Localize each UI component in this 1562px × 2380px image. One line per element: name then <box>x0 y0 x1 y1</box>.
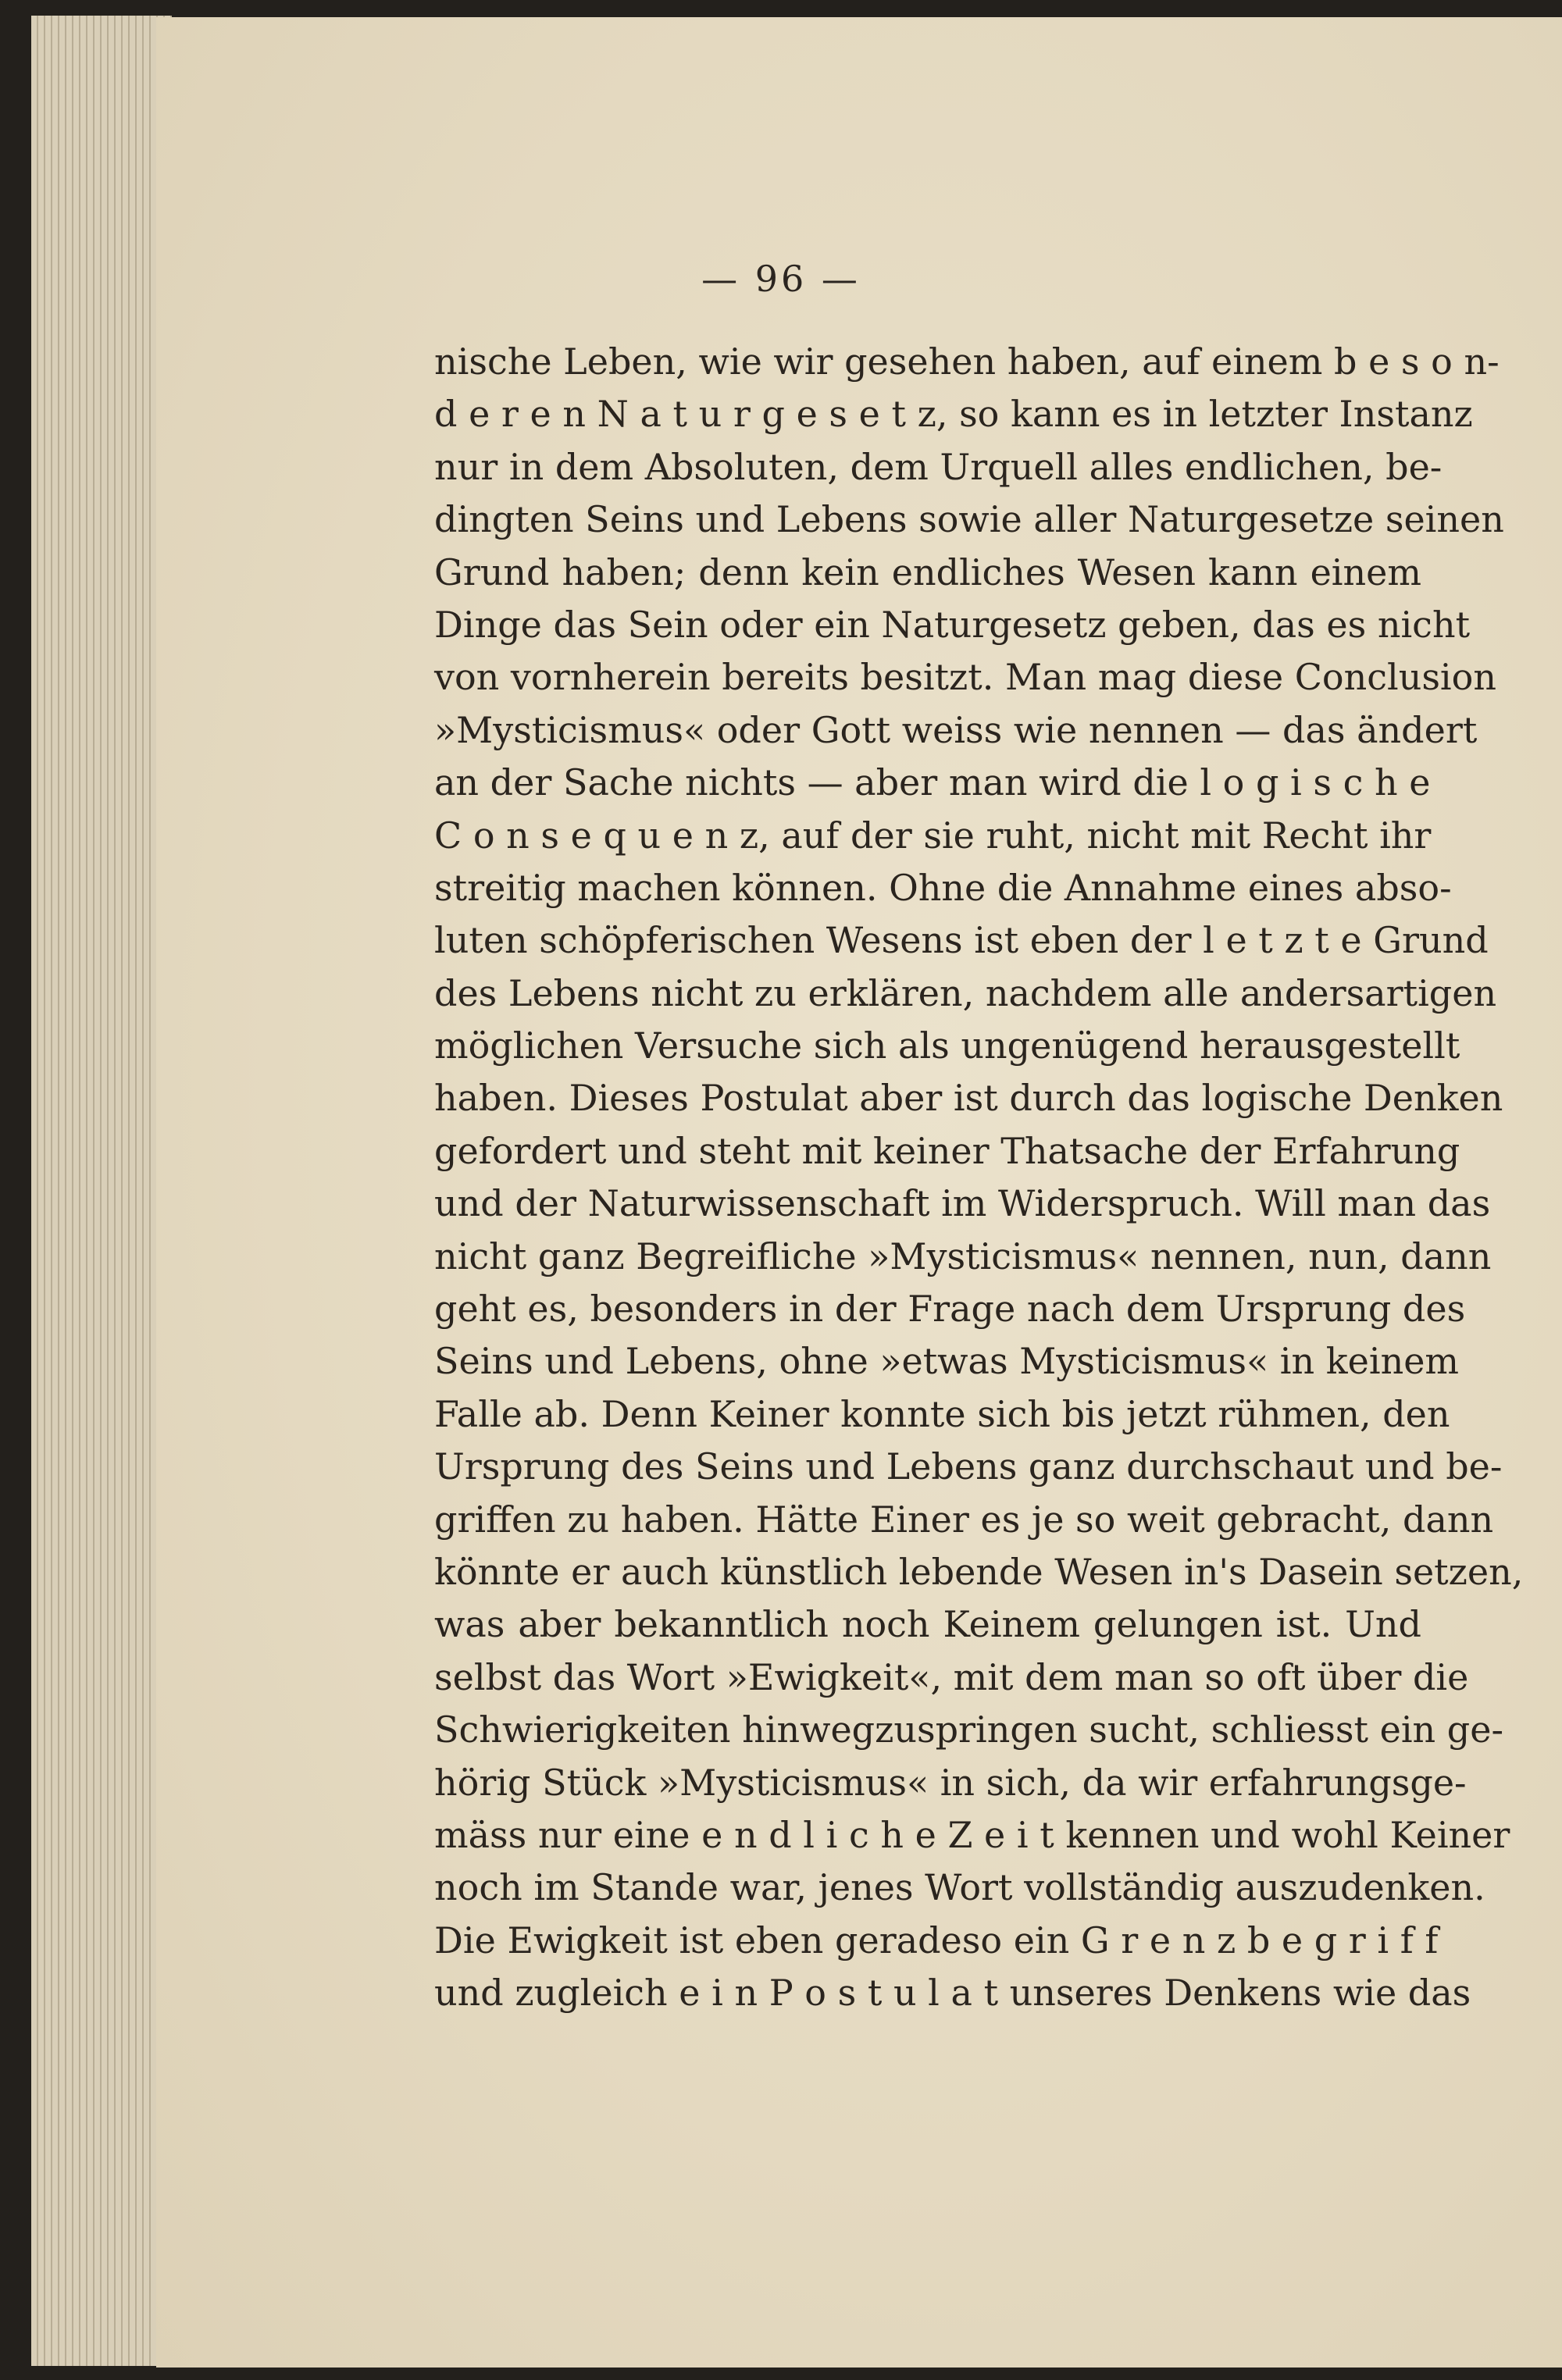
text-line: geht es, besonders in der Frage nach dem Ursprung des <box>434 1288 1466 1331</box>
text-line: was aber bekanntlich noch Keinem gelungen ist. Und <box>434 1603 1421 1646</box>
text-line: Dinge das Sein oder ein Naturgesetz geben, das es nicht <box>434 603 1471 646</box>
text-line: könnte er auch künstlich lebende Wesen in's Dasein setzen, <box>434 1550 1524 1593</box>
text-line: d e r e n N a t u r g e s e t z, so kann es in letzter Instanz <box>434 393 1473 436</box>
text-line: hörig Stück »Mysticismus« in sich, da wir erfahrungsge- <box>434 1761 1467 1804</box>
text-line: des Lebens nicht zu erklären, nachdem alle andersartigen <box>434 971 1497 1014</box>
text-line: nische Leben, wie wir gesehen haben, auf einem b e s o n- <box>434 340 1500 383</box>
text-line: Falle ab. Denn Keiner konnte sich bis jetzt rühmen, den <box>434 1392 1450 1435</box>
text-line: Schwierigkeiten hinwegzuspringen sucht, schliesst ein ge- <box>434 1708 1503 1751</box>
body-text <box>434 336 1524 2020</box>
text-line: mäss nur eine e n d l i c h e Z e i t kennen und wohl Keiner <box>434 1813 1510 1856</box>
page-number: — 96 — <box>701 258 861 300</box>
text-line: und zugleich e i n P o s t u l a t unseres Denkens wie das <box>434 1972 1471 2015</box>
text-line: streitig machen können. Ohne die Annahme eines abso- <box>434 866 1452 909</box>
text-line: C o n s e q u e n z, auf der sie ruht, nicht mit Recht ihr <box>434 814 1432 857</box>
text-line: möglichen Versuche sich als ungenügend herausgestellt <box>434 1024 1460 1067</box>
text-line: nur in dem Absoluten, dem Urquell alles endlichen, be- <box>434 445 1443 488</box>
text-line: an der Sache nichts — aber man wird die l o g i s c h e <box>434 761 1431 804</box>
text-line: Die Ewigkeit ist eben geradeso ein G r e n z b e g r i f f <box>434 1919 1439 1961</box>
text-line: nicht ganz Begreifliche »Mysticismus« nennen, nun, dann <box>434 1235 1492 1277</box>
text-line: gefordert und steht mit keiner Thatsache der Erfahrung <box>434 1129 1460 1172</box>
text-line: selbst das Wort »Ewigkeit«, mit dem man so oft über die <box>434 1655 1469 1698</box>
text-line: Ursprung des Seins und Lebens ganz durchschaut und be- <box>434 1445 1503 1488</box>
page-edges <box>31 16 172 2366</box>
text-line: dingten Seins und Lebens sowie aller Naturgesetze seinen <box>434 498 1504 541</box>
text-line: haben. Dieses Postulat aber ist durch das logische Denken <box>434 1077 1503 1120</box>
text-line: Grund haben; denn kein endliches Wesen kann einem <box>434 550 1421 593</box>
text-line: noch im Stande war, jenes Wort vollständig auszudenken. <box>434 1866 1485 1909</box>
text-line: und der Naturwissenschaft im Widerspruch. Will man das <box>434 1182 1491 1225</box>
text-line: luten schöpferischen Wesens ist eben der l e t z t e Grund <box>434 919 1489 962</box>
text-line: griffen zu haben. Hätte Einer es je so weit gebracht, dann <box>434 1498 1494 1541</box>
text-line: Seins und Lebens, ohne »etwas Mysticismus« in keinem <box>434 1340 1460 1383</box>
text-line: von vornherein bereits besitzt. Man mag diese Conclusion <box>434 656 1496 699</box>
text-line: »Mysticismus« oder Gott weiss wie nennen — das ändert <box>434 708 1478 751</box>
